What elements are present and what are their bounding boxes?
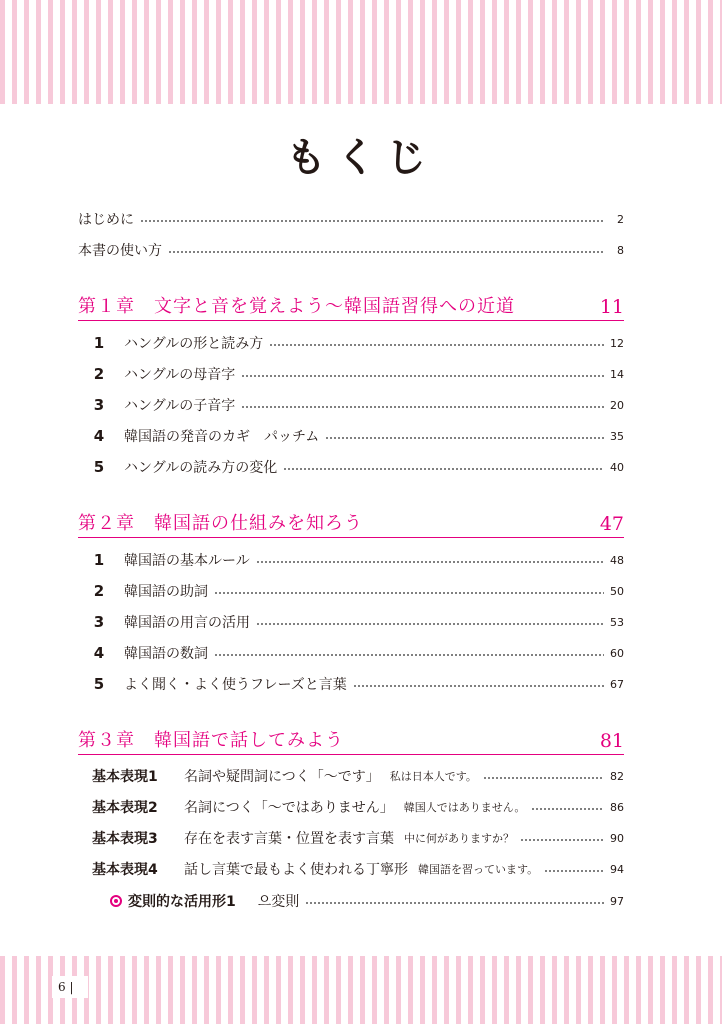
leader-dots bbox=[325, 437, 604, 439]
toc-entry-page: 20 bbox=[610, 398, 624, 412]
bottom-stripe-decoration bbox=[0, 956, 722, 1024]
toc-entry-label: 韓国語の用言の活用 bbox=[124, 615, 250, 631]
toc-entry-number: 4 bbox=[93, 644, 105, 662]
leader-dots bbox=[305, 902, 604, 904]
leader-dots bbox=[269, 344, 604, 346]
toc-entry[interactable] bbox=[78, 425, 624, 447]
toc-entry-example: 私は日本人です。 bbox=[389, 770, 477, 783]
toc-entry-label: 名詞や疑問詞につく「〜です」 bbox=[184, 769, 380, 785]
chapter-heading-1[interactable] bbox=[78, 295, 624, 321]
toc-entry-page: 8 bbox=[617, 243, 624, 257]
top-stripe-decoration bbox=[0, 0, 722, 104]
toc-entry[interactable] bbox=[78, 549, 624, 571]
toc-entry-label: ハングルの読み方の変化 bbox=[124, 460, 278, 476]
leader-dots bbox=[256, 561, 604, 563]
leader-dots bbox=[140, 220, 604, 222]
toc-entry-expression[interactable] bbox=[78, 796, 624, 818]
toc-entry[interactable] bbox=[78, 580, 624, 602]
toc-entry[interactable] bbox=[78, 394, 624, 416]
leader-dots bbox=[241, 375, 604, 377]
toc-entry[interactable] bbox=[78, 673, 624, 695]
toc-entry-number: 2 bbox=[93, 365, 105, 383]
toc-entry-example: 韓国人ではありません。 bbox=[403, 801, 526, 814]
page-number: 6 | bbox=[52, 976, 88, 998]
toc-entry-label: 으変則 bbox=[257, 894, 300, 910]
chapter-title: 第３章 韓国語で話してみよう bbox=[78, 730, 344, 751]
toc-entry-label: はじめに bbox=[78, 212, 134, 228]
leader-dots bbox=[241, 406, 604, 408]
toc-entry-page: 2 bbox=[617, 212, 624, 226]
leader-dots bbox=[214, 654, 604, 656]
toc-entry[interactable] bbox=[78, 642, 624, 664]
expression-kind: 基本表現1 bbox=[92, 769, 158, 785]
toc-entry-page: 82 bbox=[610, 769, 624, 783]
toc-entry-page: 97 bbox=[610, 894, 624, 908]
toc-entry-number: 2 bbox=[93, 582, 105, 600]
toc-entry-intro[interactable] bbox=[78, 208, 624, 230]
leader-dots bbox=[531, 808, 604, 810]
toc-entry-number: 5 bbox=[93, 458, 105, 476]
toc-entry-label: 名詞につく「〜ではありません」 bbox=[184, 800, 394, 816]
toc-entry-number: 5 bbox=[93, 675, 105, 693]
toc-entry-number: 1 bbox=[93, 551, 105, 569]
toc-entry-page: 50 bbox=[610, 584, 624, 598]
leader-dots bbox=[256, 623, 604, 625]
page-title: もくじ bbox=[286, 134, 436, 181]
expression-kind: 基本表現4 bbox=[92, 862, 158, 878]
toc-entry-page: 12 bbox=[610, 336, 624, 350]
toc-entry-page: 60 bbox=[610, 646, 624, 660]
toc-entry-label: 韓国語の基本ルール bbox=[124, 553, 250, 569]
toc-entry[interactable] bbox=[78, 332, 624, 354]
toc-entry-label: 韓国語の発音のカギ パッチム bbox=[124, 429, 320, 445]
toc-entry-label: 話し言葉で最もよく使われる丁寧形 bbox=[184, 862, 408, 878]
toc-entry-number: 3 bbox=[93, 613, 105, 631]
toc-entry-number: 1 bbox=[93, 334, 105, 352]
expression-kind: 基本表現3 bbox=[92, 831, 158, 847]
toc-entry-expression[interactable] bbox=[78, 858, 624, 880]
leader-dots bbox=[520, 839, 604, 841]
chapter-heading-2[interactable] bbox=[78, 512, 624, 538]
toc-entry-page: 53 bbox=[610, 615, 624, 629]
expression-kind: 基本表現2 bbox=[92, 800, 158, 816]
toc-entry-page: 40 bbox=[610, 460, 624, 474]
bullet-icon bbox=[110, 895, 122, 907]
toc-entry-how-to-use[interactable] bbox=[78, 239, 624, 261]
toc-entry-label: 存在を表す言葉・位置を表す言葉 bbox=[184, 831, 394, 847]
toc-entry-page: 67 bbox=[610, 677, 624, 691]
toc-entry-label: 韓国語の数詞 bbox=[124, 646, 208, 662]
toc-entry[interactable] bbox=[78, 611, 624, 633]
chapter-page: 81 bbox=[599, 730, 624, 752]
toc-entry-example: 中に何がありますか？ bbox=[404, 832, 514, 845]
toc-entry-expression[interactable] bbox=[78, 827, 624, 849]
chapter-title: 第２章 韓国語の仕組みを知ろう bbox=[78, 513, 363, 534]
toc-entry-label: ハングルの形と読み方 bbox=[124, 336, 264, 352]
toc-entry-label: ハングルの母音字 bbox=[124, 367, 236, 383]
chapter-heading-3[interactable] bbox=[78, 729, 624, 755]
leader-dots bbox=[283, 468, 604, 470]
toc-entry-label: よく聞く・よく使うフレーズと言葉 bbox=[124, 677, 347, 693]
leader-dots bbox=[483, 777, 604, 779]
leader-dots bbox=[353, 685, 604, 687]
toc-entry-example: 韓国語を習っています。 bbox=[418, 863, 539, 876]
chapter-title: 第１章 文字と音を覚えよう～韓国語習得への近道 bbox=[78, 296, 515, 317]
toc-entry-page: 90 bbox=[610, 831, 624, 845]
toc-entry-label: ハングルの子音字 bbox=[124, 398, 236, 414]
leader-dots bbox=[544, 870, 604, 872]
toc-entry-page: 14 bbox=[610, 367, 624, 381]
toc-entry-page: 48 bbox=[610, 553, 624, 567]
toc-entry[interactable] bbox=[78, 456, 624, 478]
leader-dots bbox=[214, 592, 604, 594]
toc-entry-page: 94 bbox=[610, 862, 624, 876]
leader-dots bbox=[168, 251, 604, 253]
toc-entry-page: 35 bbox=[610, 429, 624, 443]
toc-entry-number: 4 bbox=[93, 427, 105, 445]
toc-entry-number: 3 bbox=[93, 396, 105, 414]
toc-entry-label: 本書の使い方 bbox=[78, 243, 162, 259]
toc-entry-label: 韓国語の助詞 bbox=[124, 584, 208, 600]
toc-entry[interactable] bbox=[78, 363, 624, 385]
toc-entry-expression[interactable] bbox=[78, 765, 624, 787]
irregular-kind: 変則的な活用形1 bbox=[128, 894, 236, 910]
chapter-page: 47 bbox=[599, 513, 624, 535]
toc-entry-irregular[interactable] bbox=[78, 890, 624, 912]
chapter-page: 11 bbox=[599, 296, 624, 318]
toc-entry-page: 86 bbox=[610, 800, 624, 814]
